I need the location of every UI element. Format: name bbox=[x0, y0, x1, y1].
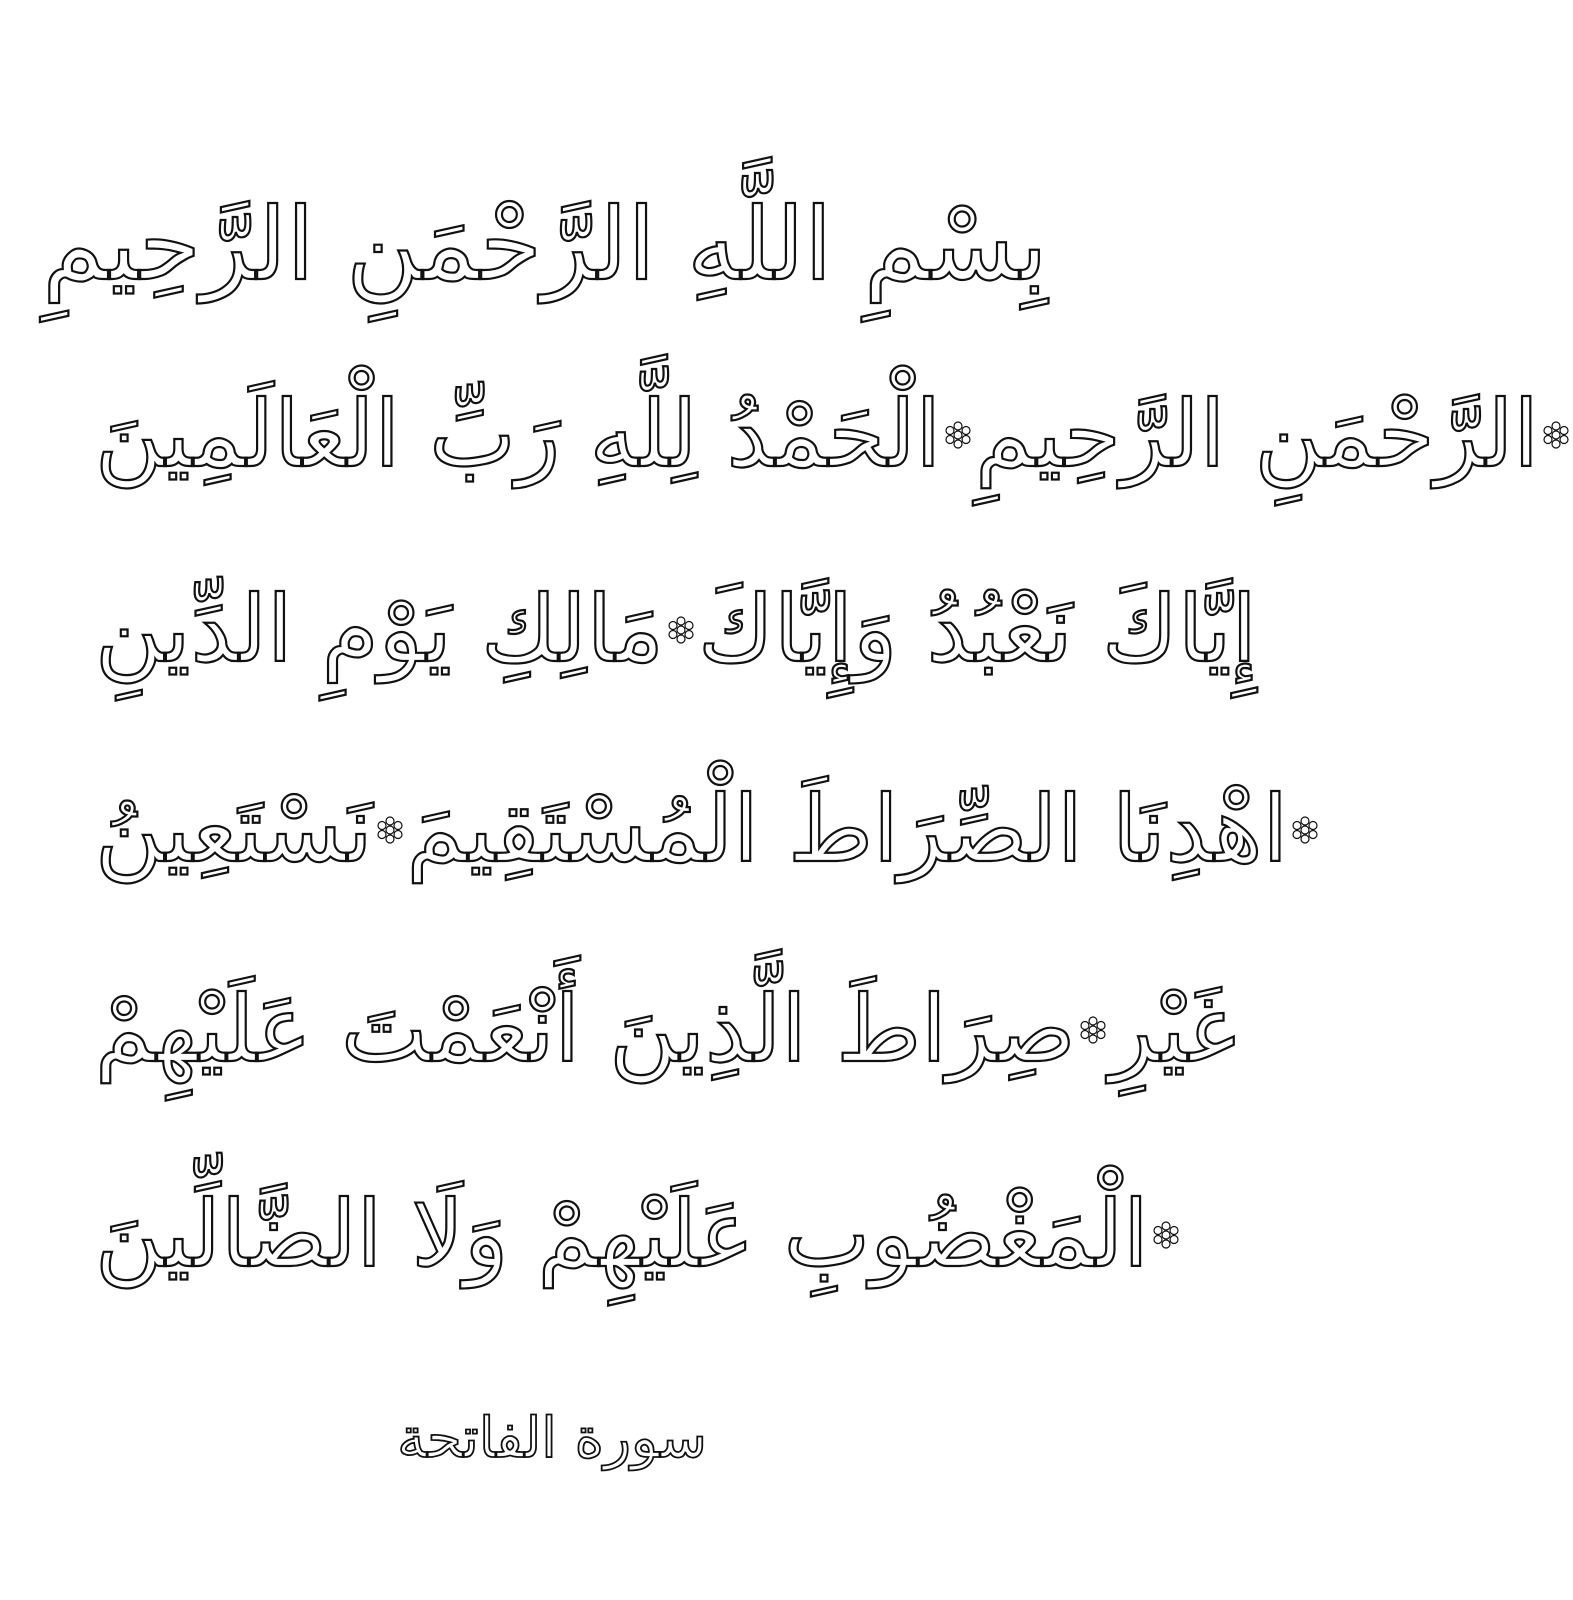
verse-marker-icon bbox=[1539, 418, 1573, 452]
verse-marker-icon bbox=[941, 418, 975, 452]
verse-7-start-text: غَيْرِ bbox=[1109, 976, 1237, 1083]
verse-1-text: الْحَمْدُ لِلَّهِ رَبِّ الْعَالَمِينَ bbox=[95, 381, 942, 488]
verse-5-text: اهْدِنَا الصِّرَاطَ الْمُسْتَقِيمَ bbox=[406, 776, 1289, 883]
verse-3-text: مَالِكِ يَوْمِ الدِّينِ bbox=[95, 576, 664, 683]
basmala-text: بِسْمِ اللَّهِ الرَّحْمَنِ الرَّحِيمِ bbox=[42, 186, 1048, 303]
verse-marker-icon bbox=[373, 813, 407, 847]
verse-marker-icon bbox=[1076, 1013, 1110, 1047]
verse-6-text: صِرَاطَ الَّذِينَ أَنْعَمْتَ عَلَيْهِمْ bbox=[95, 976, 1076, 1083]
verse-marker-icon bbox=[664, 613, 698, 647]
verse-7-end-text: الْمَغْضُوبِ عَلَيْهِمْ وَلَا الضَّالِّينَ bbox=[95, 1181, 1149, 1288]
verse-line-2 bbox=[95, 365, 1539, 505]
verse-line-4 bbox=[95, 760, 1289, 900]
verse-marker-icon bbox=[1288, 813, 1322, 847]
surah-title: سورة الفاتحة bbox=[397, 1406, 707, 1471]
verse-2-text: الرَّحْمَنِ الرَّحِيمِ bbox=[975, 381, 1539, 488]
verse-line-5 bbox=[95, 960, 1237, 1100]
verse-line-3 bbox=[95, 560, 1257, 700]
verse-line-6 bbox=[95, 1165, 1149, 1305]
verse-4-end-text: نَسْتَعِينُ bbox=[95, 776, 373, 883]
verse-4-text: إِيَّاكَ نَعْبُدُ وَإِيَّاكَ bbox=[697, 576, 1257, 683]
verse-marker-icon bbox=[1149, 1218, 1183, 1252]
verse-line-1 bbox=[42, 175, 1048, 315]
surah-title-block bbox=[397, 1393, 707, 1485]
